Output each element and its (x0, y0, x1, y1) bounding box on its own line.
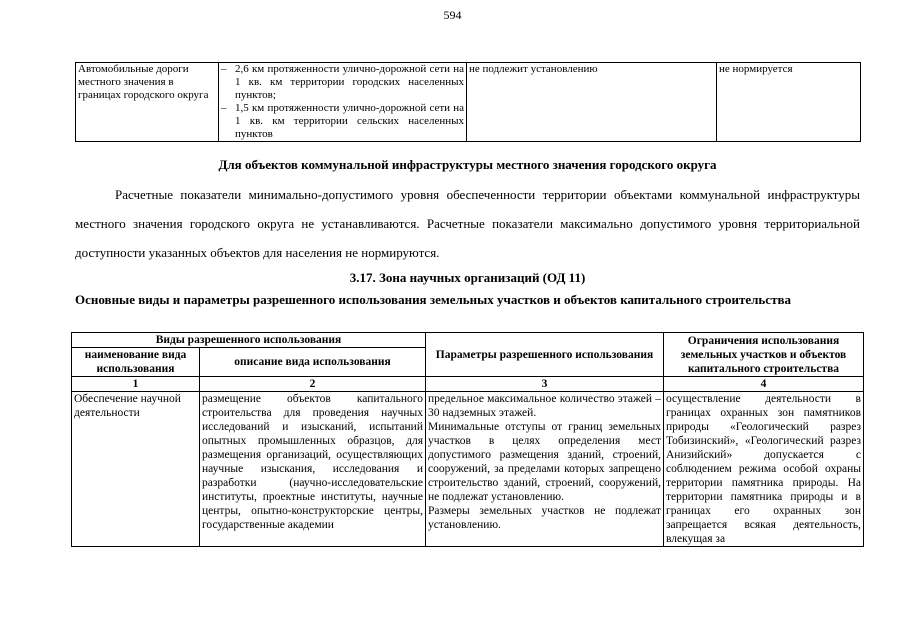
column-number: 4 (664, 377, 864, 392)
header-description: описание вида использования (200, 348, 426, 377)
road-table (75, 62, 861, 142)
usage-limits-cell: осуществление деятельности в границах охранных зон памятников природы «Геологический разрез Тобизинский», «Геологический разрез Анизийский» допускается с соблюдением режима особой охраны территории памятника природы. На территории памятника природы и в границах его охранных зон запрещается всякая деятельность, влекущая за (664, 392, 864, 547)
usage-params-cell (426, 392, 664, 547)
params-plot-size: Размеры земельных участков не подлежат установлению. (428, 505, 661, 531)
header-usage-types: Виды разрешенного использования (72, 333, 426, 348)
column-number: 2 (200, 377, 426, 392)
params-setbacks: Минимальные отступы от границ земельных участков в целях определения мест допустимого размещения зданий, строений, сооружений, за пределами которых запрещено строительство зданий, строений, сооружений, не подлежат установлению. (428, 421, 661, 503)
list-item: – 2,6 км протяженности улично-дорожной сети на 1 кв. км территории городских населенных пунктов; (221, 63, 464, 101)
dash-bullet: – (221, 63, 227, 75)
usage-name-cell: Обеспечение научной деятельности (72, 392, 200, 547)
table-row (72, 392, 864, 547)
table-row (76, 63, 861, 142)
usage-description-cell: размещение объектов капитального строительства для проведения научных исследований и изысканий, испытаний опытных промышленных образцов, для размещения организаций, осуществляющих научные изыскания, исследования и разработки (научно-исследовательские институты, проектные институты, научные центры, опытно-конструкторские центры, государственные академии (200, 392, 426, 547)
utilities-paragraph: Расчетные показатели минимально-допустимого уровня обеспеченности территории объектами коммунальной инфраструктуры местного значения городского округа не устанавливаются. Расчетные показатели максимально допустимого уровня территориальной доступности указанных объектов для населения не нормируются. (75, 187, 860, 260)
page-number: 594 (443, 8, 462, 22)
road-indicator-cell (219, 63, 467, 142)
road-norm-cell: не нормируется (717, 63, 861, 142)
header-name: наименование вида использования (72, 348, 200, 377)
column-number: 3 (426, 377, 664, 392)
road-object-cell: Автомобильные дороги местного значения в границах городского округа (76, 63, 219, 142)
column-number-row (72, 377, 864, 392)
table-header-row (72, 333, 864, 348)
utilities-heading: Для объектов коммунальной инфраструктуры местного значения городского округа (218, 157, 717, 172)
params-floors: предельное максимальное количество этажей – 30 надземных этажей. (428, 393, 661, 419)
column-number: 1 (72, 377, 200, 392)
header-params: Параметры разрешенного использования (426, 333, 664, 377)
section-title: 3.17. Зона научных организаций (ОД 11) (349, 270, 586, 285)
dash-bullet: – (221, 102, 227, 114)
list-item: – 1,5 км протяженности улично-дорожной сети на 1 кв. км территории сельских населенных пунктов (221, 102, 464, 140)
land-use-table (71, 332, 864, 547)
subsection-title: Основные виды и параметры разрешенного использования земельных участков и объектов капитального строительства (75, 292, 791, 307)
header-limits: Ограничения использования земельных участков и объектов капитального строительства (664, 333, 864, 377)
road-accessibility-cell: не подлежит установлению (467, 63, 717, 142)
